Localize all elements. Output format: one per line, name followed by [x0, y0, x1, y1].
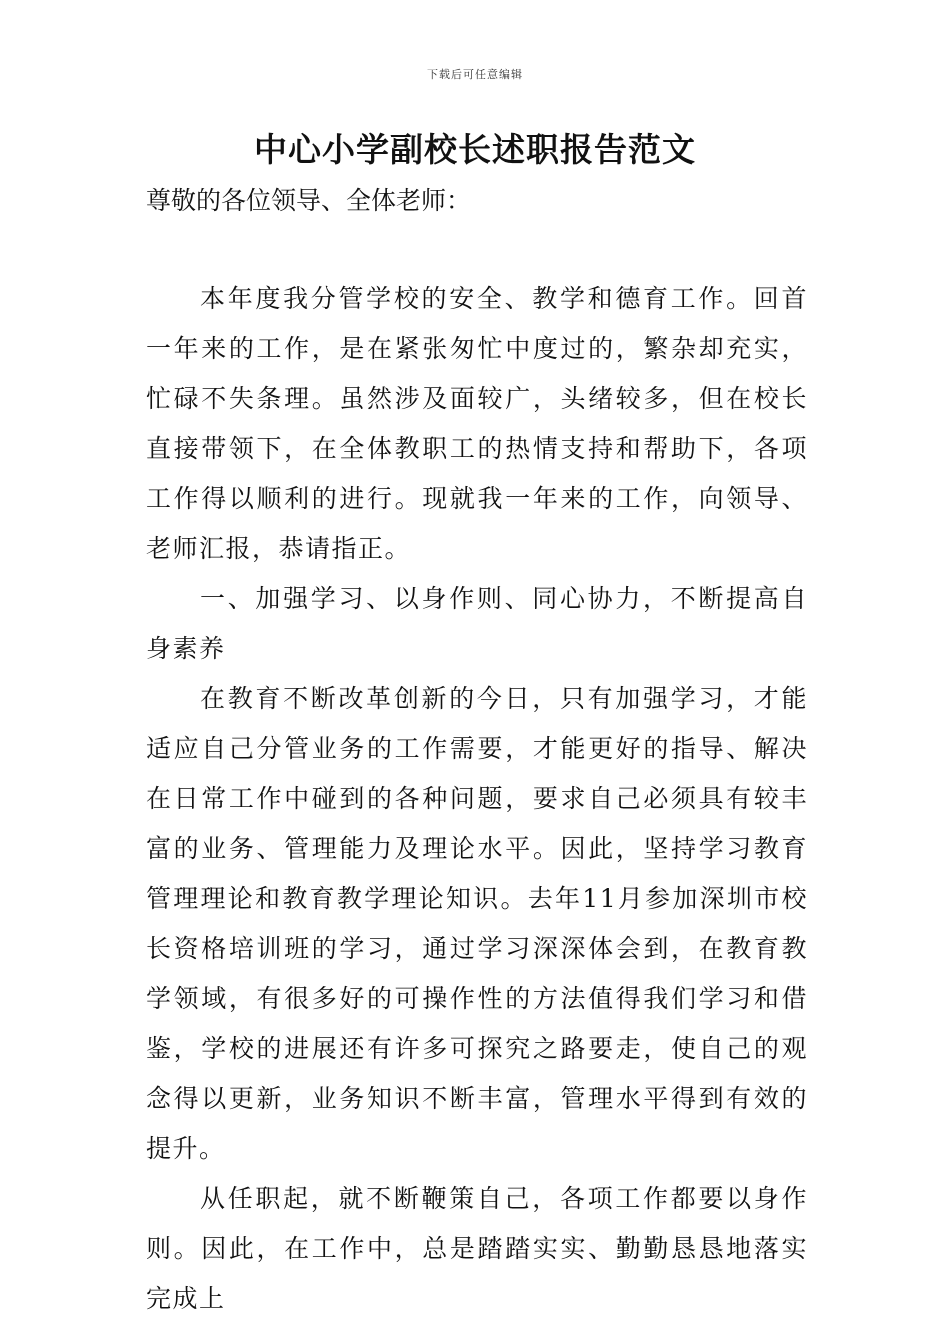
paragraph-study: 在教育不断改革创新的今日，只有加强学习，才能适应自己分管业务的工作需要，才能更好的指导、解决在日常工作中碰到的各种问题，要求自己必须具有较丰富的业务、管理能力及理论水平。因此，坚持学习教育管理理论和教育教学理论知识。去年11月参加深圳市校长资格培训班的学习，通过学习深深体会到，在教育教学领域，有很多好的可操作性的方法值得我们学习和借鉴，学校的进展还有许多可探究之路要走，使自己的观念得以更新，业务知识不断丰富，管理水平得到有效的提升。 [146, 684, 808, 1163]
paragraph-example: 从任职起，就不断鞭策自己，各项工作都要以身作则。因此，在工作中，总是踏踏实实、勤勤恳恳地落实完成上 [146, 1184, 808, 1313]
salutation: 尊敬的各位领导、全体老师： [146, 186, 472, 215]
section-heading-1: 一、加强学习、以身作则、同心协力，不断提高自身素养 [146, 584, 808, 663]
document-body [146, 274, 808, 1324]
document-title: 中心小学副校长述职报告范文 [254, 130, 696, 169]
header-note: 下载后可任意编辑 [427, 68, 523, 81]
paragraph-intro: 本年度我分管学校的安全、教学和德育工作。回首一年来的工作，是在紧张匆忙中度过的，繁杂却充实，忙碌不失条理。虽然涉及面较广，头绪较多，但在校长直接带领下，在全体教职工的热情支持和帮助下，各项工作得以顺利的进行。现就我一年来的工作，向领导、老师汇报，恭请指正。 [146, 284, 808, 563]
